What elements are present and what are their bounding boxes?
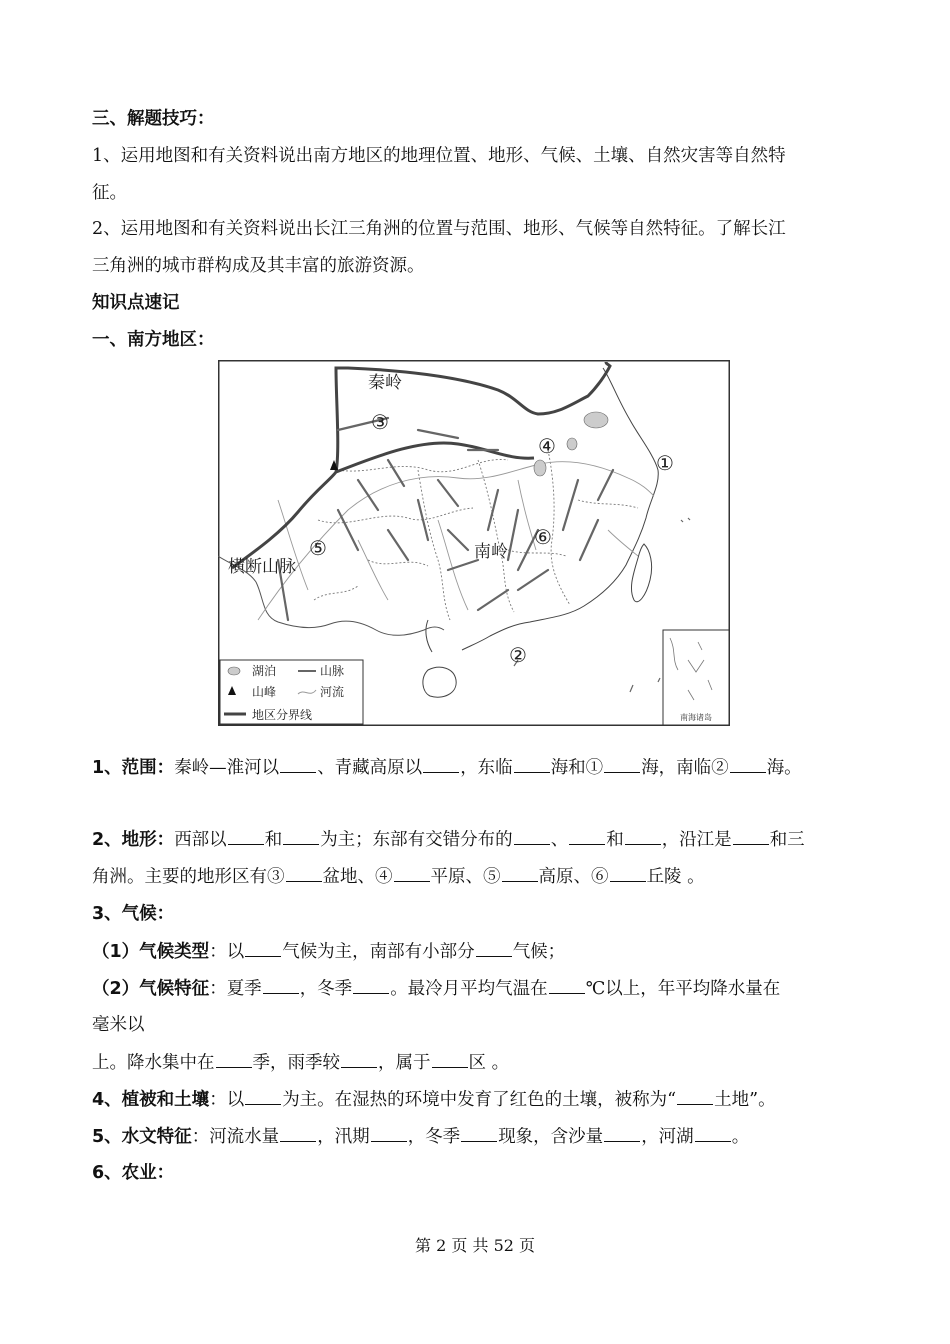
label-number-5: ⑤ xyxy=(309,536,327,560)
blank[interactable] xyxy=(604,1124,640,1142)
legend-river: 河流 xyxy=(320,685,345,699)
q2-terrain-line-2: 角洲。主要的地形区有③ 盆地、④ 平原、⑤ 高原、⑥ 丘陵 。 xyxy=(92,864,705,889)
page-number: 2 xyxy=(436,1236,447,1255)
blank[interactable] xyxy=(245,1087,281,1105)
q3-climate-features-line-1: （2）气候特征：夏季 ，冬季 。最冷月平均气温在 ℃以上，年平均降水量在 xyxy=(92,976,780,1001)
blank[interactable] xyxy=(514,827,550,845)
legend-boundary: 地区分界线 xyxy=(252,708,313,722)
blank[interactable] xyxy=(461,1124,497,1142)
blank[interactable] xyxy=(604,755,640,773)
label-number-6: ⑥ xyxy=(534,525,552,549)
label-number-1: ① xyxy=(656,451,674,475)
label-qinling: 秦岭 xyxy=(368,373,402,393)
blank[interactable] xyxy=(216,1050,252,1068)
blank[interactable] xyxy=(610,864,646,882)
tip-1-line-2: 征。 xyxy=(92,183,127,203)
blank[interactable] xyxy=(341,1050,377,1068)
q3-climate-type: （1）气候类型：以 气候为主，南部有小部分 气候； xyxy=(92,939,565,964)
blank[interactable] xyxy=(730,755,766,773)
lake-taihu xyxy=(584,412,608,428)
blank[interactable] xyxy=(283,827,319,845)
tip-2-line-2: 三角洲的城市群构成及其丰富的旅游资源。 xyxy=(92,256,425,276)
page-footer: 第 2 页 共 52 页 xyxy=(414,1236,536,1255)
blank[interactable] xyxy=(625,827,661,845)
q6-agriculture: 6、农业： xyxy=(92,1163,175,1183)
blank[interactable] xyxy=(423,755,459,773)
blank[interactable] xyxy=(353,976,389,994)
blank[interactable] xyxy=(286,864,322,882)
south-region-heading: 一、南方地区： xyxy=(92,330,215,350)
blank[interactable] xyxy=(245,939,281,957)
q2-terrain-line-1: 2、地形：西部以 和 为主；东部有交错分布的 、 和 ，沿江是 和三 xyxy=(92,827,805,852)
blank[interactable] xyxy=(228,827,264,845)
blank[interactable] xyxy=(502,864,538,882)
blank[interactable] xyxy=(280,1124,316,1142)
label-nanling: 南岭 xyxy=(474,542,508,562)
total-pages: 52 xyxy=(493,1236,514,1255)
q3-climate-features-line-2: 毫米以 xyxy=(92,1015,145,1035)
inset-label: 南海诸岛 xyxy=(680,713,712,722)
label-number-3: ③ xyxy=(371,410,389,434)
inset-frame xyxy=(663,630,729,725)
tip-1-line-1: 1、运用地图和有关资料说出南方地区的地理位置、地形、气候、土壤、自然灾害等自然特 xyxy=(92,146,786,166)
map-svg xyxy=(218,360,730,726)
legend-lake-swatch xyxy=(228,667,240,675)
q3-label: 3、气候： xyxy=(92,904,175,924)
blank[interactable] xyxy=(263,976,299,994)
blank[interactable] xyxy=(394,864,430,882)
blank[interactable] xyxy=(514,755,550,773)
blank[interactable] xyxy=(569,827,605,845)
tip-2-line-1: 2、运用地图和有关资料说出长江三角洲的位置与范围、地形、气候等自然特征。了解长江 xyxy=(92,219,786,239)
hainan-island xyxy=(423,667,456,697)
legend-lake: 湖泊 xyxy=(252,664,277,678)
blank[interactable] xyxy=(549,976,585,994)
lake-poyang xyxy=(567,438,577,450)
south-region-map xyxy=(218,360,730,726)
section-heading-techniques: 三、解题技巧： xyxy=(92,109,215,129)
knowledge-heading: 知识点速记 xyxy=(92,293,180,313)
blank[interactable] xyxy=(677,1087,713,1105)
q3-climate-features-line-3: 上。降水集中在 季，雨季较 ，属于 区 。 xyxy=(92,1050,509,1075)
q2-label: 2、地形： xyxy=(92,830,175,850)
lake-dongting xyxy=(534,460,546,476)
blank[interactable] xyxy=(733,827,769,845)
blank[interactable] xyxy=(476,939,512,957)
blank[interactable] xyxy=(280,755,316,773)
blank[interactable] xyxy=(695,1124,731,1142)
label-number-4: ④ xyxy=(538,434,556,458)
legend-mountain-range: 山脉 xyxy=(320,664,345,678)
q1-label: 1、范围： xyxy=(92,758,175,778)
q1-scope: 1、范围：秦岭—淮河以 、青藏高原以 ，东临 海和① 海，南临② 海。 xyxy=(92,755,802,780)
blank[interactable] xyxy=(371,1124,407,1142)
q5-hydrology: 5、水文特征：河流水量 ，汛期 ，冬季 现象，含沙量 ，河湖 。 xyxy=(92,1124,749,1149)
q4-vegetation-soil: 4、植被和土壤：以 为主。在湿热的环境中发育了红色的土壤，被称为“ 土地”。 xyxy=(92,1087,776,1112)
legend-peak: 山峰 xyxy=(252,685,277,699)
blank[interactable] xyxy=(432,1050,468,1068)
label-hengduan: 横断山脉 xyxy=(228,557,296,577)
label-number-2: ② xyxy=(509,643,527,667)
